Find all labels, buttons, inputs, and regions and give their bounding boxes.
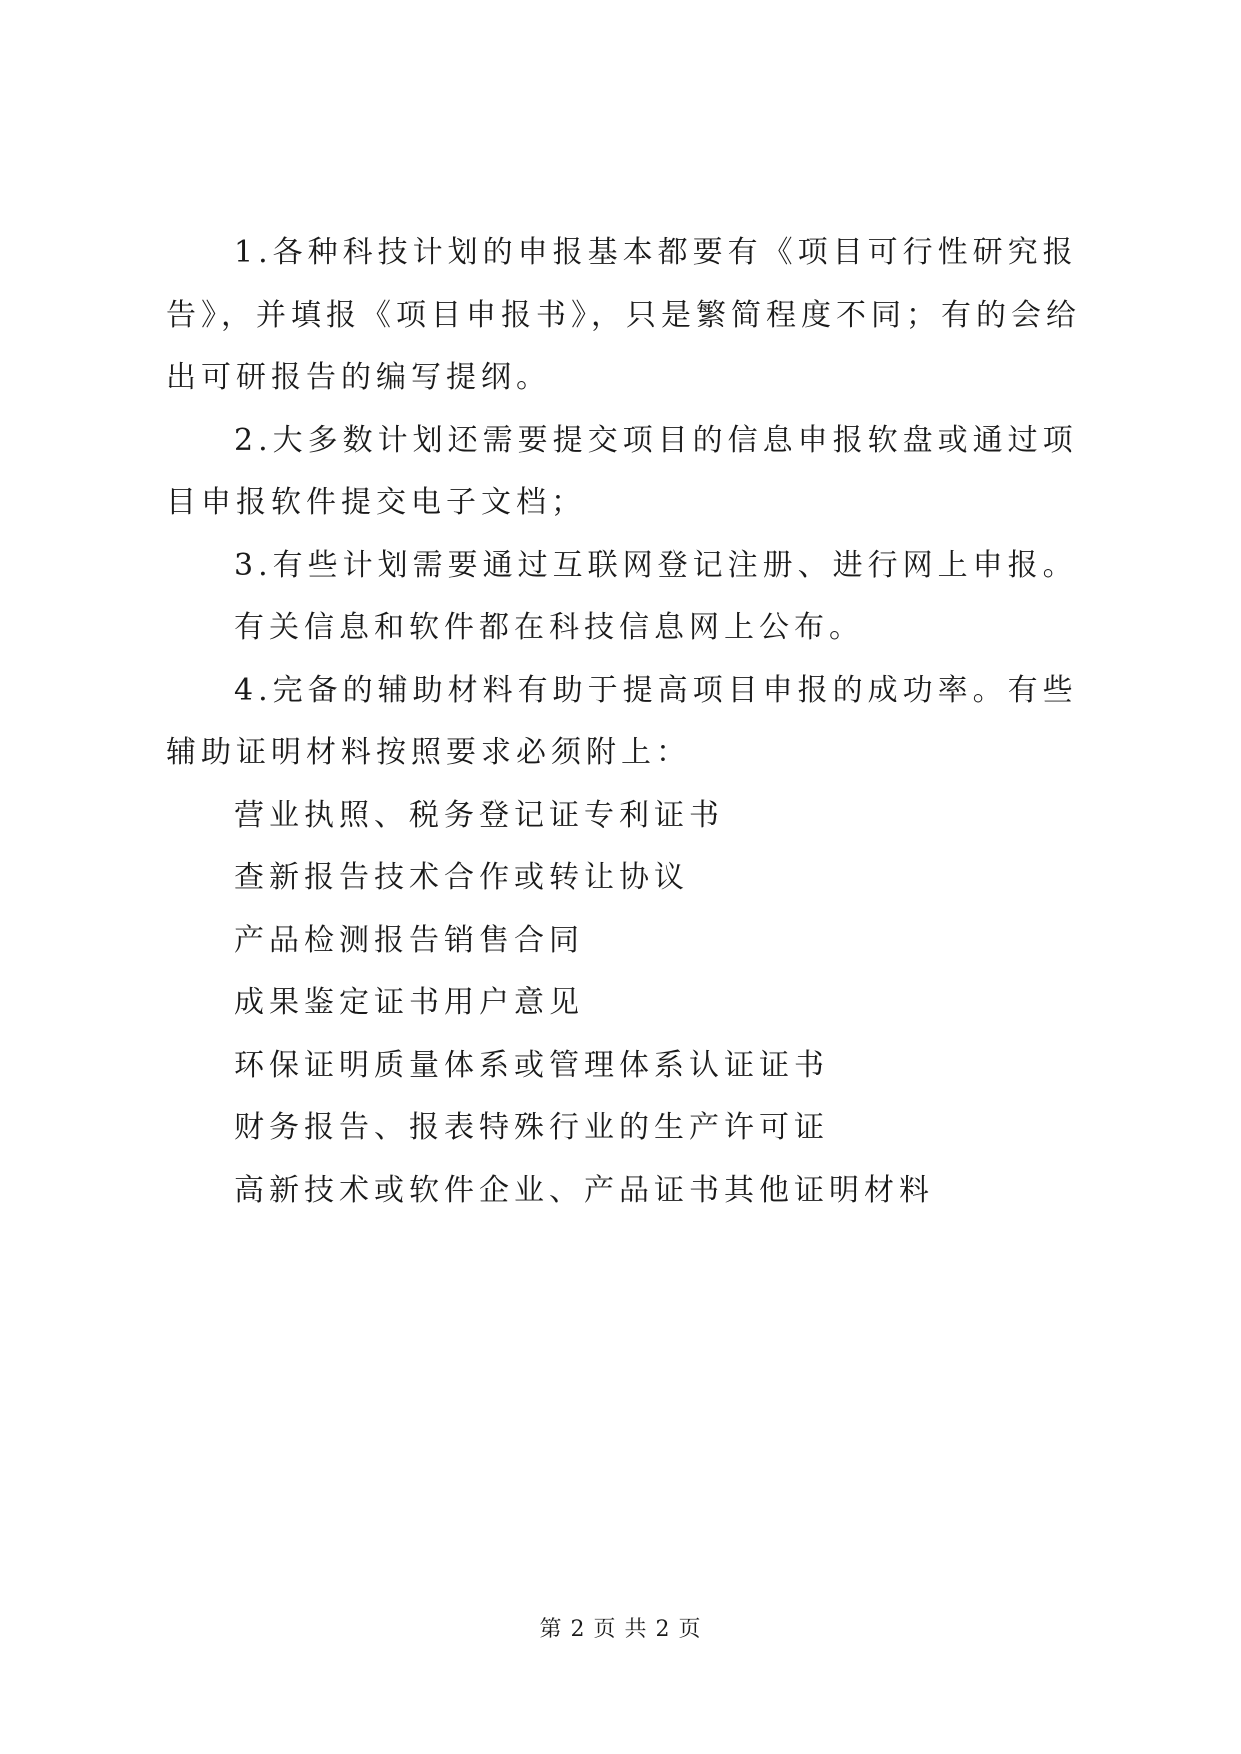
material-line-6: 财务报告、报表特殊行业的生产许可证 (234, 1110, 829, 1145)
material-line-5: 环保证明质量体系或管理体系认证证书 (234, 1047, 829, 1083)
paragraph-item-2: 2.大多数计划还需要提交项目的信息申报软盘或通过项目申报软件提交电子文档； (166, 422, 1078, 520)
material-line-4: 成果鉴定证书用户意见 (234, 985, 584, 1020)
paragraph-item-3: 3.有些计划需要通过互联网登记注册、进行网上申报。 (234, 547, 1078, 583)
paragraph-item-4: 4.完备的辅助材料有助于提高项目申报的成功率。有些辅助证明材料按照要求必须附上： (166, 672, 1078, 770)
page-number-footer: 第 2 页 共 2 页 (539, 1617, 702, 1642)
material-line-1: 营业执照、税务登记证专利证书 (234, 797, 724, 833)
paragraph-item-1: 1.各种科技计划的申报基本都要有《项目可行性研究报告》，并填报《项目申报书》，只是繁简程度不同；有的会给出可研报告的编写提纲。 (166, 235, 1081, 395)
material-line-7: 高新技术或软件企业、产品证书其他证明材料 (234, 1172, 934, 1208)
material-line-2: 查新报告技术合作或转让协议 (234, 860, 689, 895)
document-body (166, 222, 1086, 1222)
material-line-3: 产品检测报告销售合同 (234, 922, 584, 958)
paragraph-note: 有关信息和软件都在科技信息网上公布。 (234, 610, 864, 645)
